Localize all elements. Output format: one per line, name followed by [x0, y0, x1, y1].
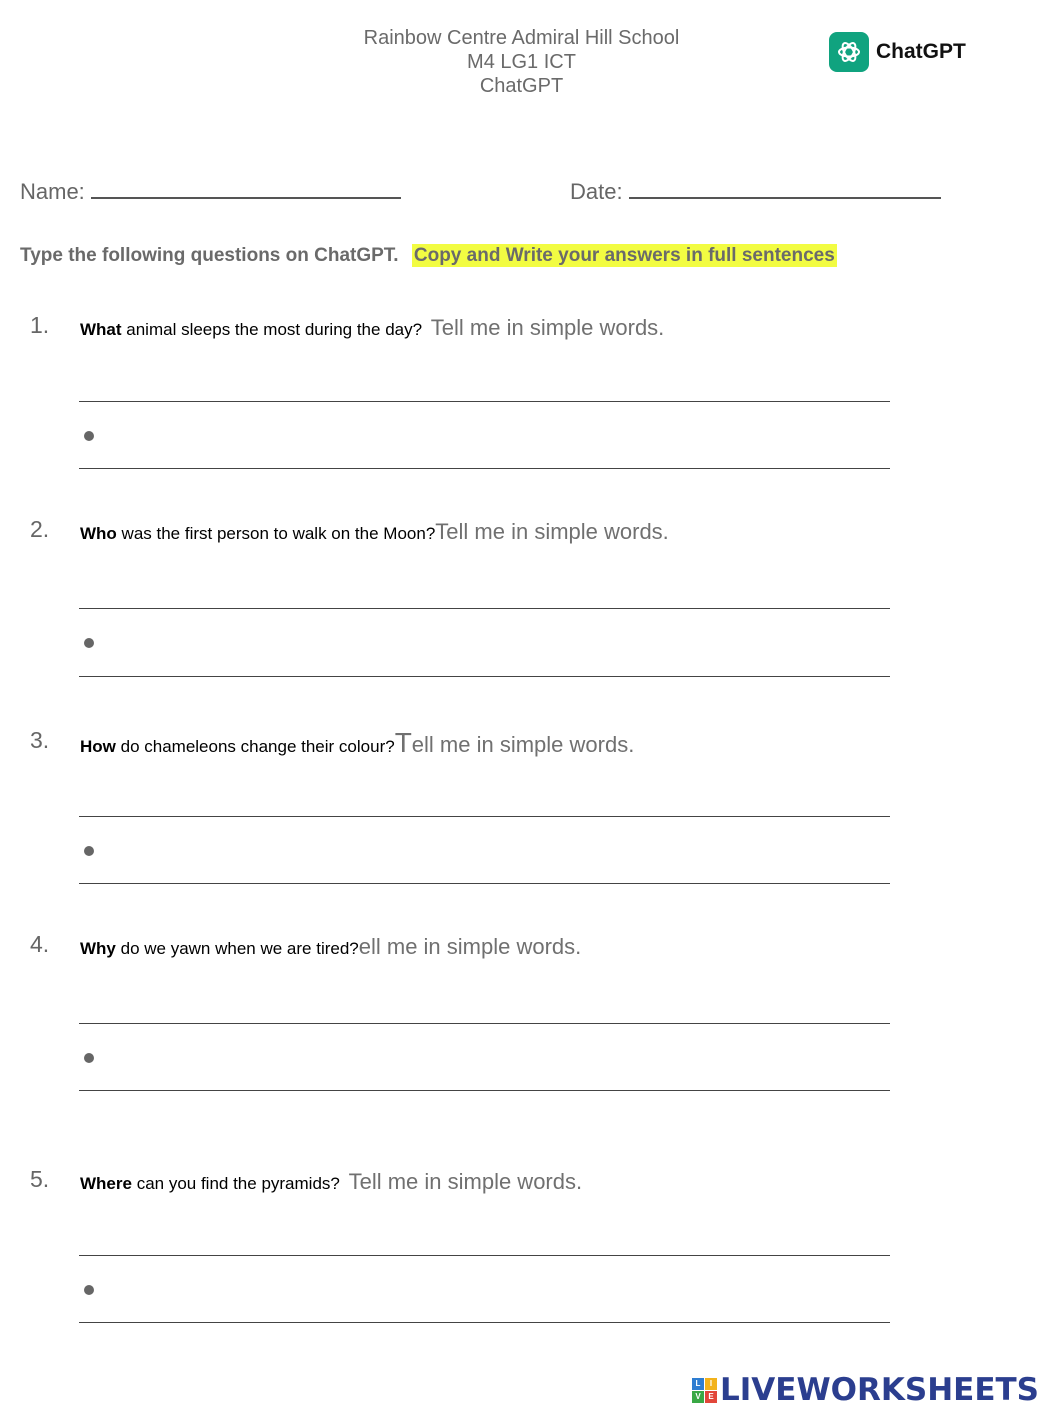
answer-line-1[interactable]	[79, 816, 890, 817]
school-name: Rainbow Centre Admiral Hill School	[363, 27, 680, 49]
question-word: How	[80, 737, 116, 756]
date-field	[570, 177, 941, 205]
question-suffix-initial: T	[394, 727, 412, 758]
name-blank[interactable]	[91, 177, 401, 199]
liveworksheets-logo-icon: L I V E	[692, 1378, 717, 1403]
question-number: 1.	[30, 312, 50, 338]
question-suffix: Tell me in simple words.	[348, 1169, 583, 1194]
question-suffix: Tell me in simple words.	[435, 519, 669, 544]
answer-line-1[interactable]	[79, 1255, 890, 1256]
question-word: Why	[80, 939, 116, 958]
answer-line-2[interactable]	[79, 883, 890, 884]
liveworksheets-footer	[692, 1372, 1039, 1408]
question-suffix: Tell me in simple words.	[430, 315, 665, 340]
question-body: do chameleons change their colour?	[115, 737, 395, 756]
instructions	[20, 245, 837, 267]
question-word: What	[80, 320, 122, 339]
name-label: Name:	[20, 179, 85, 204]
question-body: do we yawn when we are tired?	[115, 939, 359, 958]
chatgpt-logo	[829, 32, 966, 72]
bullet-point	[84, 846, 94, 856]
question-number: 3.	[30, 727, 50, 753]
date-blank[interactable]	[629, 177, 941, 199]
question-word: Where	[80, 1174, 132, 1193]
answer-line-2[interactable]	[79, 676, 890, 677]
question-body: can you find the pyramids?	[131, 1174, 345, 1193]
question-text	[80, 934, 581, 960]
question-word: Who	[80, 524, 117, 543]
instructions-highlight: Copy and Write your answers in full sentences	[413, 245, 835, 266]
name-field	[20, 177, 401, 205]
instructions-text: Type the following questions on ChatGPT.	[20, 245, 399, 266]
answer-line-1[interactable]	[79, 1023, 890, 1024]
bullet-point	[84, 1053, 94, 1063]
answer-line-1[interactable]	[79, 608, 890, 609]
question-number: 4.	[30, 931, 50, 957]
answer-line-1[interactable]	[79, 401, 890, 402]
bullet-point	[84, 638, 94, 648]
question-number: 2.	[30, 516, 50, 542]
bullet-point	[84, 431, 94, 441]
answer-line-2[interactable]	[79, 1322, 890, 1323]
logo-text: ChatGPT	[876, 40, 966, 63]
subject-name: ChatGPT	[479, 75, 564, 97]
answer-line-2[interactable]	[79, 1090, 890, 1091]
class-name: M4 LG1 ICT	[467, 51, 576, 73]
question-body: was the first person to walk on the Moon?	[116, 524, 436, 543]
question-text	[80, 727, 634, 759]
footer-brand: LIVEWORKSHEETS	[720, 1372, 1039, 1408]
date-label: Date:	[570, 179, 623, 204]
question-number: 5.	[30, 1166, 50, 1192]
question-text	[80, 315, 664, 341]
question-text	[80, 1169, 582, 1195]
question-suffix: ell me in simple words.	[358, 934, 582, 959]
chatgpt-logo-icon	[829, 32, 869, 72]
bullet-point	[84, 1285, 94, 1295]
question-body: animal sleeps the most during the day?	[121, 320, 427, 339]
question-text	[80, 519, 669, 545]
question-suffix: ell me in simple words.	[411, 732, 635, 757]
answer-line-2[interactable]	[79, 468, 890, 469]
